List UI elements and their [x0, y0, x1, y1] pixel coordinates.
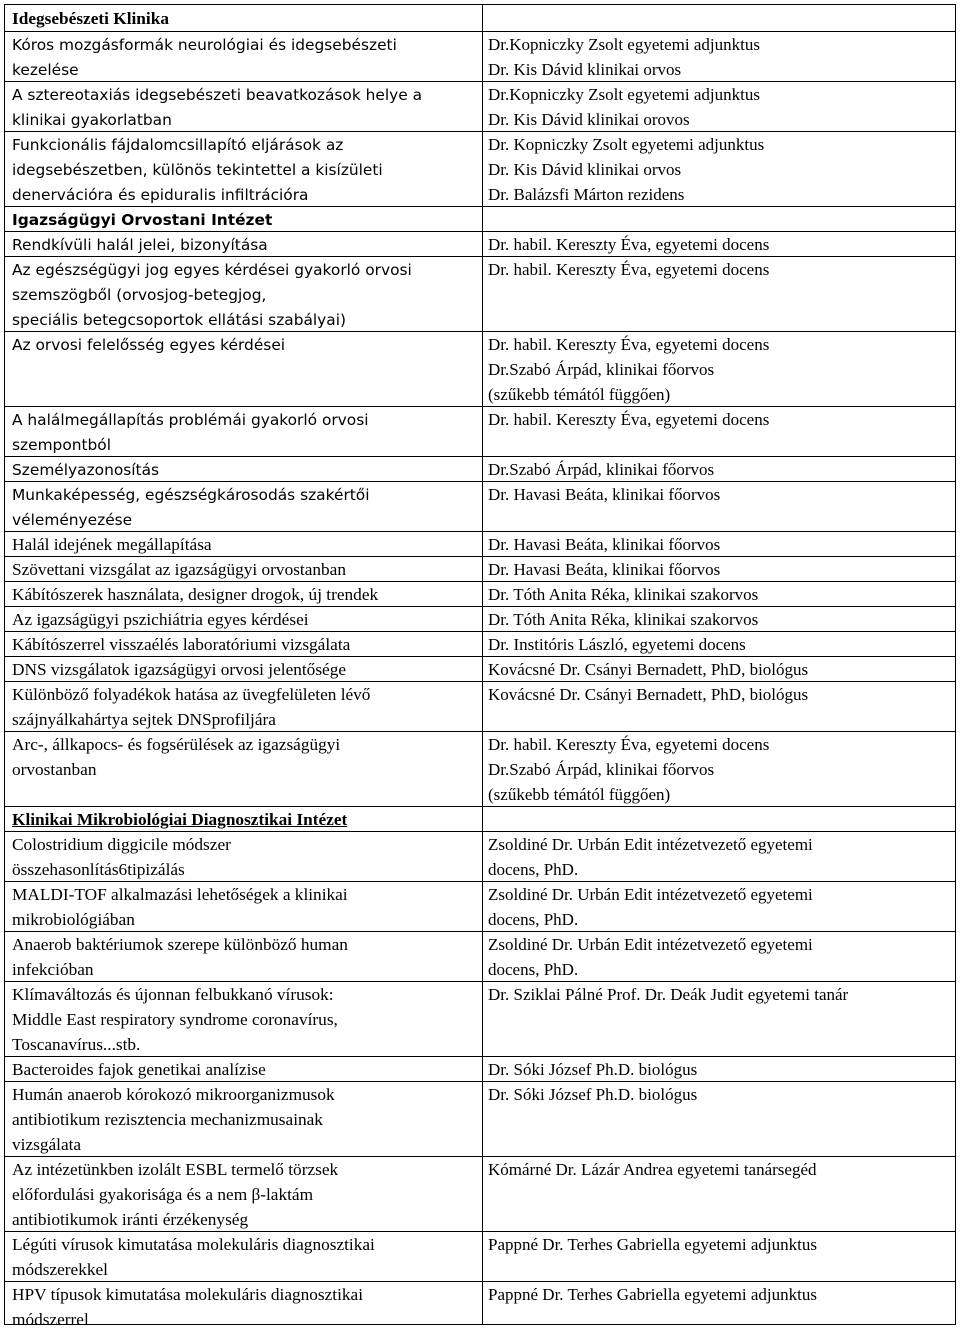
- table-row: [5, 131, 955, 207]
- table-row: [5, 481, 955, 532]
- topic-cell: DNS vizsgálatok igazságügyi orvosi jelentősége: [12, 660, 347, 679]
- table-row: [5, 31, 955, 82]
- table-row: [5, 581, 955, 607]
- lecturer-cell: Dr. Sóki József Ph.D. biológus: [488, 1060, 698, 1079]
- topic-cell: A halálmegállapítás problémái gyakorló orvosi szempontból: [12, 411, 369, 454]
- topic-cell: Bacteroides fajok genetikai analízise: [12, 1060, 266, 1079]
- table-row: [5, 731, 955, 807]
- lecturer-cell: Dr. habil. Kereszty Éva, egyetemi docens: [488, 260, 770, 279]
- lecturer-cell: Zsoldiné Dr. Urbán Edit intézetvezető egyetemi docens, PhD.: [488, 885, 813, 929]
- table-row: [5, 81, 955, 132]
- lecturer-cell: Dr. Kopniczky Zsolt egyetemi adjunktus Dr. Kis Dávid klinikai orvos Dr. Balázsfi Márton rezidens: [488, 135, 765, 204]
- lecturer-cell: Zsoldiné Dr. Urbán Edit intézetvezető egyetemi docens, PhD.: [488, 835, 813, 879]
- topic-cell: Az egészségügyi jog egyes kérdései gyakorló orvosi szemszögből (orvosjog-betegjog, speciális betegcsoportok ellátási szabályai): [12, 261, 412, 329]
- topic-cell: Arc-, állkapocs- és fogsérülések az igazságügyi orvostanban: [12, 735, 341, 779]
- topic-cell: MALDI-TOF alkalmazási lehetőségek a klinikai mikrobiológiában: [12, 885, 348, 929]
- lecturer-cell: Kovácsné Dr. Csányi Bernadett, PhD, biológus: [488, 660, 809, 679]
- lecturer-cell: Dr. Sóki József Ph.D. biológus: [488, 1085, 698, 1104]
- topic-cell: HPV típusok kimutatása molekuláris diagnosztikai módszerrel: [12, 1285, 364, 1329]
- topic-cell: Anaerob baktériumok szerepe különböző human infekcióban: [12, 935, 348, 979]
- lecturer-cell: Dr.Kopniczky Zsolt egyetemi adjunktus Dr. Kis Dávid klinikai orovos: [488, 85, 760, 129]
- table-row: [5, 931, 955, 982]
- topic-cell: Rendkívüli halál jelei, bizonyítása: [12, 236, 268, 254]
- topic-cell: Az orvosi felelősség egyes kérdései: [12, 336, 286, 354]
- lecturer-cell: Dr. habil. Kereszty Éva, egyetemi docens Dr.Szabó Árpád, klinikai főorvos (szűkebb témától függően): [488, 735, 770, 804]
- lecturer-cell: Dr. Tóth Anita Réka, klinikai szakorvos: [488, 610, 759, 629]
- course-topics-table: [4, 4, 956, 1329]
- lecturer-cell: Dr. Havasi Beáta, klinikai főorvos: [488, 485, 721, 504]
- lecturer-cell: Dr. Havasi Beáta, klinikai főorvos: [488, 560, 721, 579]
- table-row: [5, 1231, 955, 1282]
- topic-cell: Colostridium diggicile módszer összehasonlítás6tipizálás: [12, 835, 231, 879]
- topic-cell: Klímaváltozás és újonnan felbukkanó vírusok: Middle East respiratory syndrome coronavírus, Toscanavírus...stb.: [12, 985, 338, 1054]
- topic-cell: Légúti vírusok kimutatása molekuláris diagnosztikai módszerekkel: [12, 1235, 375, 1279]
- table-row: [5, 681, 955, 732]
- topic-cell: Személyazonosítás: [12, 461, 160, 479]
- section-header-row: [5, 806, 955, 832]
- topic-cell: Kóros mozgásformák neurológiai és idegsebészeti kezelése: [12, 36, 397, 79]
- lecturer-cell: Zsoldiné Dr. Urbán Edit intézetvezető egyetemi docens, PhD.: [488, 935, 813, 979]
- topic-cell: Kábítószerek használata, designer drogok, új trendek: [12, 585, 379, 604]
- lecturer-cell: Dr. Havasi Beáta, klinikai főorvos: [488, 535, 721, 554]
- table-row: [5, 1081, 955, 1157]
- table-row: [5, 531, 955, 557]
- lecturer-cell: Pappné Dr. Terhes Gabriella egyetemi adjunktus: [488, 1235, 817, 1254]
- lecturer-cell: Dr. habil. Kereszty Éva, egyetemi docens: [488, 410, 770, 429]
- table-row: [5, 1056, 955, 1082]
- section-title: Igazságügyi Orvostani Intézet: [12, 211, 273, 229]
- table-row: [5, 556, 955, 582]
- table-row: [5, 331, 955, 407]
- topic-cell: Különböző folyadékok hatása az üvegfelületen lévő szájnyálkahártya sejtek DNSprofiljára: [12, 685, 371, 729]
- topic-cell: A sztereotaxiás idegsebészeti beavatkozások helye a klinikai gyakorlatban: [12, 86, 423, 129]
- section-title: Idegsebészeti Klinika: [12, 9, 169, 28]
- table-row: [5, 256, 955, 332]
- table-row: [5, 606, 955, 632]
- topic-cell: Az intézetünkben izolált ESBL termelő törzsek előfordulási gyakorisága és a nem β-laktám antibiotikumok iránti érzékenység: [12, 1160, 339, 1229]
- lecturer-cell: Dr.Szabó Árpád, klinikai főorvos: [488, 460, 715, 479]
- table-row: [5, 231, 955, 257]
- topic-cell: Humán anaerob kórokozó mikroorganizmusok antibiotikum rezisztencia mechanizmusainak vizsgálata: [12, 1085, 335, 1154]
- section-title: Klinikai Mikrobiológiai Diagnosztikai Intézet: [12, 810, 348, 829]
- section-header-row: [5, 5, 955, 31]
- lecturer-cell: Dr. habil. Kereszty Éva, egyetemi docens Dr.Szabó Árpád, klinikai főorvos (szűkebb témától függően): [488, 335, 770, 404]
- table-row: [5, 456, 955, 482]
- lecturer-cell: Dr. Sziklai Pálné Prof. Dr. Deák Judit egyetemi tanár: [488, 985, 849, 1004]
- topic-cell: Szövettani vizsgálat az igazságügyi orvostanban: [12, 560, 346, 579]
- table-row: [5, 981, 955, 1057]
- topic-cell: Munkaképesség, egészségkárosodás szakértői véleményezése: [12, 486, 370, 529]
- lecturer-cell: Dr.Kopniczky Zsolt egyetemi adjunktus Dr. Kis Dávid klinikai orvos: [488, 35, 760, 79]
- lecturer-cell: Dr. Institóris László, egyetemi docens: [488, 635, 746, 654]
- section-header-row: [5, 206, 955, 232]
- topic-cell: Az igazságügyi pszichiátria egyes kérdései: [12, 610, 309, 629]
- table-row: [5, 831, 955, 882]
- table-row: [5, 656, 955, 682]
- table-row: [5, 631, 955, 657]
- topic-cell: Kábítószerrel visszaélés laboratóriumi vizsgálata: [12, 635, 351, 654]
- lecturer-cell: Pappné Dr. Terhes Gabriella egyetemi adjunktus: [488, 1285, 817, 1304]
- table-row: [5, 406, 955, 457]
- lecturer-cell: Kovácsné Dr. Csányi Bernadett, PhD, biológus: [488, 685, 809, 704]
- table-row: [5, 881, 955, 932]
- table-row: [5, 1281, 955, 1329]
- table-row: [5, 1156, 955, 1232]
- lecturer-cell: Kómárné Dr. Lázár Andrea egyetemi tanársegéd: [488, 1160, 817, 1179]
- topic-cell: Halál idejének megállapítása: [12, 535, 212, 554]
- lecturer-cell: Dr. habil. Kereszty Éva, egyetemi docens: [488, 235, 770, 254]
- lecturer-cell: Dr. Tóth Anita Réka, klinikai szakorvos: [488, 585, 759, 604]
- topic-cell: Funkcionális fájdalomcsillapító eljárások az idegsebészetben, különös tekintettel a kisízületi denervációra és epiduralis infiltrációra: [12, 136, 383, 204]
